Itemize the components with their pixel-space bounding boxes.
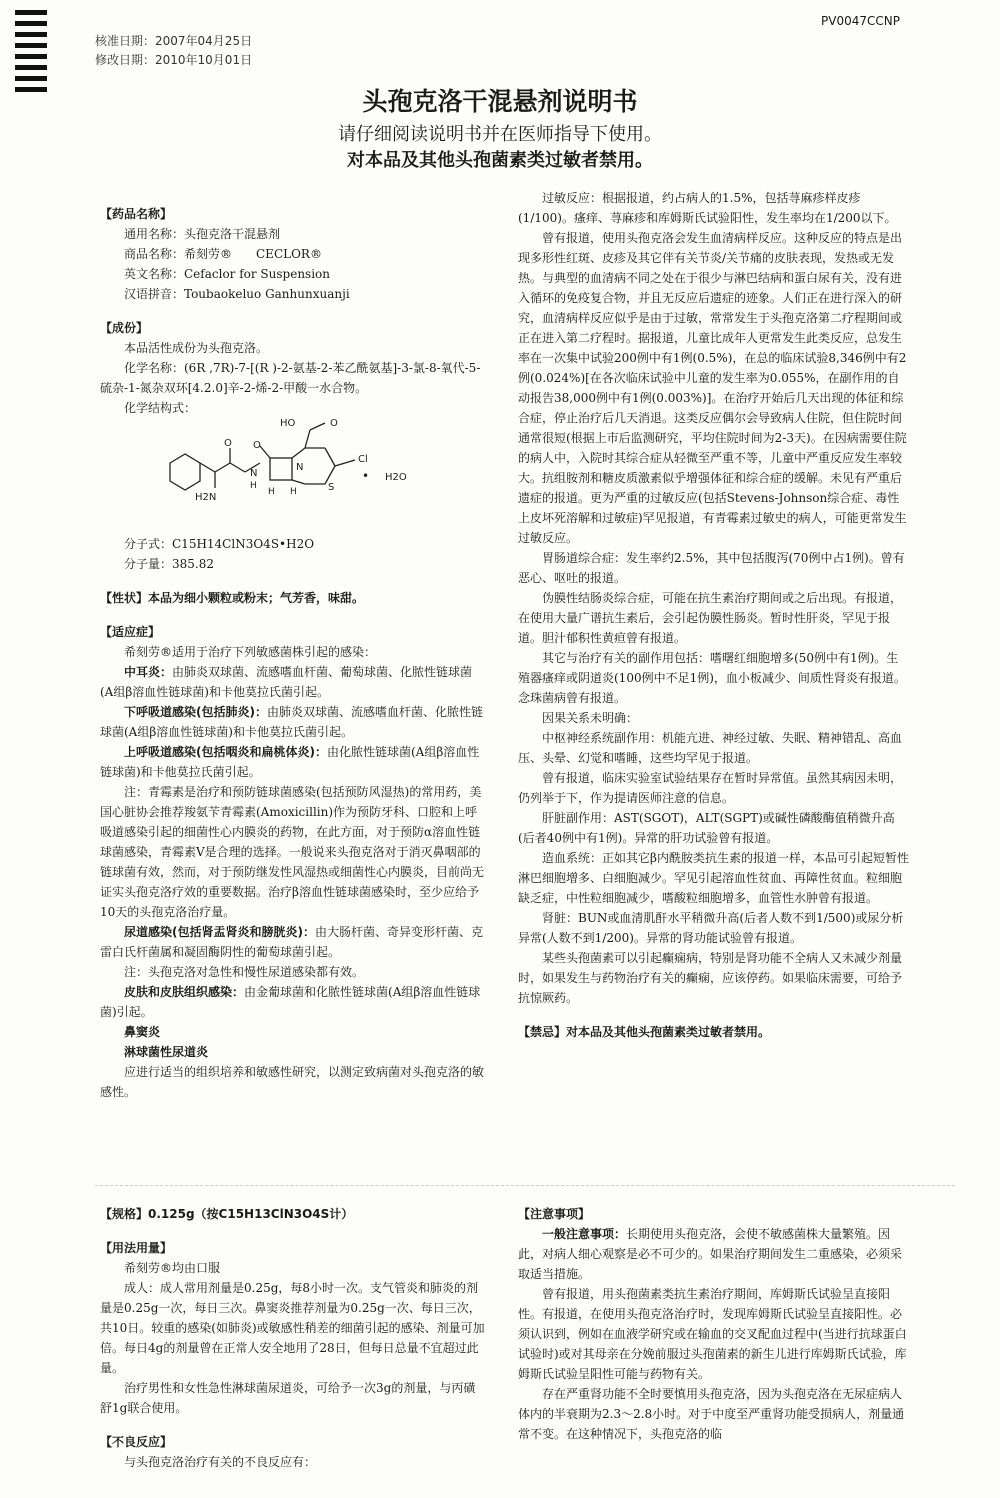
left-column-top [100,190,485,1102]
adverse-causality: 因果关系未明确： [542,711,639,725]
revise-date: 修改日期：2010年10月01日 [95,53,253,67]
precaution-general: 一般注意事项：长期使用头孢克洛，会使不敏感菌株大量繁殖。因此，对病人细心观察是必不可少的。如果治疗期间发生二重感染，必须采取适当措施。 [518,1227,903,1281]
chemical-structure [100,418,485,528]
trade-name: 商品名称：希刻劳® CECLOR® [124,247,322,261]
indication-sinusitis: 鼻窦炎 [124,1025,161,1039]
adverse-serum-sickness: 曾有报道，使用头孢克洛会发生血清病样反应。这种反应的特点是出现多形性红斑、皮疹及其它伴有关节炎/关节痛的皮肤表现，发热或无发热。与典型的血清病不同之处在于很少与淋巴结病和蛋白尿有关，没有进入循环的免疫复合物，并且无反应后遗症的迹象。人们正在进行深入的研究，血清病样反应似乎是由于过敏，常常发生于头孢克洛第二疗程期间或正在进入第二疗程时。据报道，儿童比成年人更常发生此类反应，总发生率在一次集中试验200例中有1例(0.5%)，在总的临床试验8,346例中有2例(0.024%)[在各次临床试验中儿童的发生率为0.055%，在副作用的自动报告38,000例中有1例(0.003%)]。在治疗开始后几天出现的体征和综合症，停止治疗后几天消退。这类反应偶尔会导致病人住院，但住院时间通常很短(根据上市后监测研究，平均住院时间为2-3天)。在因病需要住院的病人中，入院时其综合症从轻微至严重不等，儿童中严重反应发生率较大。抗组胺剂和糖皮质激素似乎增强体征和综合症的缓解。未见有严重后遗症的报道。更为严重的过敏反应(包括Stevens-Johnson综合症、毒性上皮坏死溶解和过敏症)罕见报道，有青霉素过敏史的病人，可能更常发生过敏反应。 [518,231,907,545]
adverse-liver: 肝脏副作用：AST(SGOT)，ALT(SGPT)或碱性磷酸酶值稍微升高(后者40例中有1例)。异常的肝功试验曾有报道。 [518,811,895,845]
indication-otitis: 中耳炎：由肺炎双球菌、流感嗜血杆菌、葡萄球菌、化脓性链球菌(A组β溶血性链球菌)和卡他莫拉氏菌引起。 [100,665,473,699]
label-h1: H [268,487,275,497]
adverse-other: 其它与治疗有关的副作用包括：嗜曙红细胞增多(50例中有1例)。生殖器瘙痒或阴道炎(100例中不足1例)，血小板减少、间质性肾炎有报道。念珠菌病曾有报道。 [518,651,906,705]
precaution-renal: 存在严重肾功能不全时要慎用头孢克洛，因为头孢克洛在无尿症病人体内的半衰期为2.3～2.8小时。对于中度至严重肾功能受损病人，剂量通常不变。在这种情况下，头孢克洛的临 [518,1387,905,1441]
label-nh: N [250,468,258,479]
english-name: 英文名称：Cefaclor for Suspension [124,267,330,281]
section-adverse: 【不良反应】 [100,1435,173,1449]
section-precautions: 【注意事项】 [518,1207,591,1221]
chemical-name: 化学名称：(6R ,7R)-7-[(R )-2-氨基-2-苯乙酰氨基]-3-氯-8-氧代-5-硫杂-1-氮杂双环[4.2.0]辛-2-烯-2-甲酸一水合物。 [100,361,481,395]
section-dosage: 【用法用量】 [100,1241,173,1255]
label-h: H [250,481,257,491]
adverse-seizure: 某些头孢菌素可以引起癫痫病，特别是肾功能不全病人又未减少剂量时，如果发生与药物治疗有关的癫痫，应该停药。如果临床需要，可给予抗惊厥药。 [518,951,903,1005]
adverse-lab: 曾有报道，临床实验室试验结果存在暂时异常值。虽然其病因未明，仍列举于下，作为提请医师注意的信息。 [518,771,903,805]
right-column-bottom [518,1190,910,1444]
document-title: 头孢克洛干混悬剂说明书 [362,87,638,116]
label-cl: Cl [358,454,368,465]
label-n: N [296,462,304,473]
right-column-top [518,188,910,1042]
indication-upper-resp: 上呼吸道感染(包括咽炎和扁桃体炎)：由化脓性链球菌(A组β溶血性链球菌)和卡他莫拉氏菌引起。 [100,745,480,779]
lower-resp-label: 下呼吸道感染(包括肺炎)： [124,705,267,719]
structure-label: 化学结构式： [124,401,197,415]
section-spec: 【规格】0.125g（按C15H13ClN3O4S计） [100,1207,354,1221]
upper-resp-label: 上呼吸道感染(包括咽炎和扁桃体炎)： [124,745,327,759]
indication-note-penicillin: 注：青霉素是治疗和预防链球菌感染(包括预防风湿热)的常用药，美国心脏协会推荐羧氨苄青霉素(Amoxicillin)作为预防牙科、口腔和上呼吸道感染引起的细菌性心内膜炎的药物，在此方面，对于预防α溶血性链球菌感染，青霉素V是合理的选择。一般说来头孢克洛对于消灭鼻咽部的链球菌有效，然而，对于预防继发性风湿热或细菌性心内膜炎，目前尚无证实头孢克洛疗效的重要数据。治疗β溶血性链球菌感染时，至少应给予10天的头孢克洛治疗量。 [100,785,485,919]
indications-closing: 应进行适当的组织培养和敏感性研究，以测定致病菌对头孢克洛的敏感性。 [100,1065,485,1099]
molecular-formula: 分子式：C15H14ClN3O4S•H2O [124,537,315,551]
generic-name: 通用名称：头孢克洛干混悬剂 [124,227,281,241]
adverse-gi: 胃肠道综合症：发生率约2.5%，其中包括腹泻(70例中占1例)。曾有恶心、呕吐的报道。 [518,551,905,585]
section-divider [95,1185,955,1186]
section-drug-name: 【药品名称】 [100,207,173,221]
section-contraindications: 【禁忌】对本品及其他头孢菌素类过敏者禁用。 [518,1025,771,1039]
adverse-blood: 造血系统：正如其它β内酰胺类抗生素的报道一样，本品可引起短暂性淋巴细胞增多、白细胞减少。罕见引起溶血性贫血、再障性贫血。粒细胞缺乏症，中性粒细胞减少，嗜酸粒细胞增多，血管性水肿曾有报道。 [518,851,909,905]
adverse-cns: 中枢神经系统副作用：机能亢进、神经过敏、失眠、精神错乱、高血压、头晕、幻觉和嗜睡，这些均罕见于报道。 [518,731,903,765]
dosage-intro: 希刻劳®均由口服 [124,1261,221,1275]
label-dot: • [362,469,370,483]
molecular-weight: 分子量：385.82 [124,557,214,571]
section-indications: 【适应症】 [100,625,161,639]
indication-urinary: 尿道感染(包括肾盂肾炎和膀胱炎)：由大肠杆菌、奇异变形杆菌、克雷白氏杆菌属和凝固酶阴性的葡萄球菌引起。 [100,925,483,959]
label-h2: H [290,487,297,497]
approve-date: 核准日期：2007年04月25日 [95,34,253,48]
dates-block [95,32,252,70]
urinary-label: 尿道感染(包括肾盂肾炎和膀胱炎)： [124,925,315,939]
indication-note-urinary: 注：头孢克洛对急性和慢性尿道感染都有效。 [124,965,365,979]
active-ingredient: 本品活性成份为头孢克洛。 [124,341,269,355]
label-ho: HO [280,418,296,429]
adverse-allergy: 过敏反应：根据报道，约占病人的1.5%，包括荨麻疹样皮疹(1/100)。瘙痒、荨麻疹和库姆斯氏试验阳性，发生率均在1/200以下。 [518,191,897,225]
section-composition: 【成份】 [100,321,149,335]
label-o2: O [224,438,232,449]
notice-read: 请仔细阅读说明书并在医师指导下使用。 [338,124,662,145]
precaution-coombs: 曾有报道，用头孢菌素类抗生素治疗期间，库姆斯氏试验呈直接阳性。有报道，在使用头孢克洛治疗时，发现库姆斯氏试验呈直接阳性。必须认识到，例如在血液学研究或在输血的交叉配血过程中(当进行抗球蛋白试验时)或对其母亲在分娩前服过头孢菌素的新生儿进行库姆斯氏试验，库姆斯氏试验呈阳性可能与药物有关。 [518,1287,907,1381]
section-properties: 【性状】本品为细小颗粒或粉末；气芳香，味甜。 [100,591,365,605]
indications-intro: 希刻劳®适用于治疗下列敏感菌株引起的感染： [124,645,377,659]
pinyin-name: 汉语拼音：Toubaokeluo Ganhunxuanji [124,287,350,301]
skin-label: 皮肤和皮肤组织感染： [124,985,245,999]
indication-lower-resp: 下呼吸道感染(包括肺炎)：由肺炎双球菌、流感嗜血杆菌、化脓性链球菌(A组β溶血性链球菌)和卡他莫拉氏菌引起。 [100,705,483,739]
indication-gonococcal: 淋球菌性尿道炎 [124,1045,209,1059]
left-column-bottom [100,1190,485,1472]
otitis-label: 中耳炎： [124,665,173,679]
label-o1: O [330,418,338,429]
adverse-colitis: 伪膜性结肠炎综合症，可能在抗生素治疗期间或之后出现。有报道，在使用大量广谱抗生素后，会引起伪膜性肠炎。暂时性肝炎，罕见于报道。胆汁郁积性黄疸曾有报道。 [518,591,903,645]
label-h2n: H2N [195,492,217,503]
adverse-kidney: 肾脏：BUN或血清肌酐水平稍微升高(后者人数不到1/500)或尿分析异常(人数不到1/200)。异常的肾功能试验曾有报道。 [518,911,904,945]
general-label: 一般注意事项： [542,1227,627,1241]
label-o3: O [253,440,261,451]
indication-skin: 皮肤和皮肤组织感染：由金葡球菌和化脓性链球菌(A组β溶血性链球菌)引起。 [100,985,481,1019]
label-s: S [328,482,335,493]
label-h2o: H2O [385,472,407,483]
dosage-gonorrhea: 治疗男性和女性急性淋球菌尿道炎，可给予一次3g的剂量，与丙磺舒1g联合使用。 [100,1381,476,1415]
document-code: PV0047CCNP [821,14,900,28]
notice-allergy: 对本品及其他头孢菌素类过敏者禁用。 [347,150,653,171]
adverse-intro: 与头孢克洛治疗有关的不良反应有： [124,1455,317,1469]
dosage-adult: 成人：成人常用剂量是0.25g，每8小时一次。支气管炎和肺炎的剂量是0.25g一次，每日三次。鼻窦炎推荐剂量为0.25g一次、每日三次，共10日。较重的感染(如肺炎)或敏感性稍差的细菌引起的感染、剂量可加倍。每日4g的剂量曾在正常人安全地用了28日，但每日总量不宜超过此量。 [100,1281,485,1375]
